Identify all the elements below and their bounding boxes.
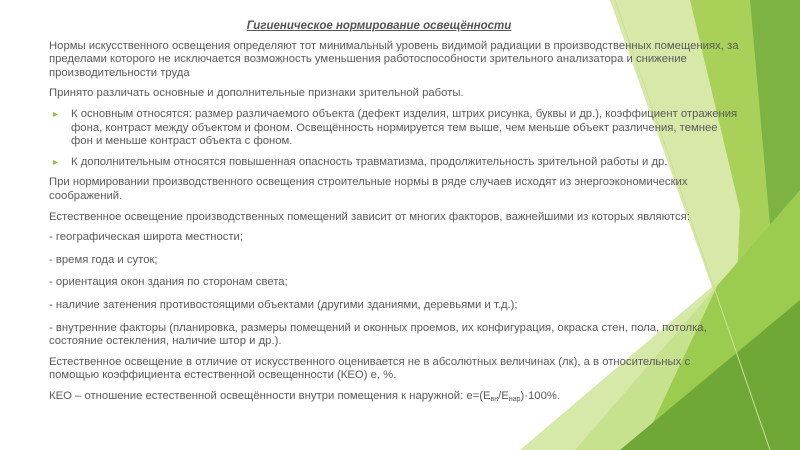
factor-internal: - внутренние факторы (планировка, размеры помещений и оконных проемов, их конфигурация, окраска стен, пола, потолка, состояние остекления, наличие штор и др.). — [49, 321, 707, 348]
bullet-main-text: К основным относятся: размер различаемого объекта (дефект изделия, штрих рисунка, буквы и др.), коэффициент отражения фона, контраст между объектом и фоном. Освещённость нормируется тем выше, чем меньше объект различения, темнее фон и меньше контраст объекта с фоном. — [71, 107, 738, 148]
paragraph-norms: Нормы искусственного освещения определяют тот минимальный уровень видимой радиации в производственных помещениях, за пределами которого не исключается возможность уменьшения работоспособности зрительного анализатора и снижение производительности труда — [49, 39, 739, 79]
slide-content — [49, 20, 739, 410]
slide-title: Гигиеническое нормирование освещённости — [246, 20, 512, 32]
factor-shading: - наличие затенения противостоящими объектами (другими зданиями, деревьями и т.д.); — [49, 298, 518, 311]
keo-sub-outer: нар — [508, 395, 521, 403]
paragraph-building-norms: При нормировании производственного освещения строительные нормы в ряде случаев исходят из энергоэкономических соображений. — [49, 176, 688, 202]
bullet-arrow-icon: ▸ — [53, 156, 59, 168]
paragraph-keo-intro: Естественное освещение в отличие от искусственного оценивается не в абсолютных величинах (лк), а в относительных с помощью коэффициента естественной освещенности (КЕО) е, %. — [49, 355, 691, 382]
keo-sub-inner: вн — [490, 395, 499, 403]
bullet-arrow-icon: ▸ — [53, 108, 59, 120]
keo-mid: /E — [498, 389, 509, 402]
factor-season-time: - время года и суток; — [49, 253, 158, 266]
bullet-additional-text: К дополнительным относятся повышенная опасность травматизма, продолжительность зрительной работы и др. — [71, 155, 668, 168]
keo-end: )·100%. — [520, 389, 561, 402]
paragraph-natural-factors: Естественное освещение производственных помещений зависит от многих факторов, важнейшими из которых являются: — [49, 210, 690, 223]
keo-formula — [49, 390, 739, 404]
bullet-main-signs — [49, 108, 739, 149]
keo-text: КЕО – отношение естественной освещённости внутри помещения к наружной: e=(E — [49, 389, 491, 402]
paragraph-signs: Принято различать основные и дополнительные признаки зрительной работы. — [49, 87, 464, 100]
bullet-additional-signs — [49, 156, 739, 170]
factor-latitude: - географическая широта местности; — [49, 231, 243, 244]
factor-window-orientation: - ориентация окон здания по сторонам света; — [49, 276, 288, 289]
